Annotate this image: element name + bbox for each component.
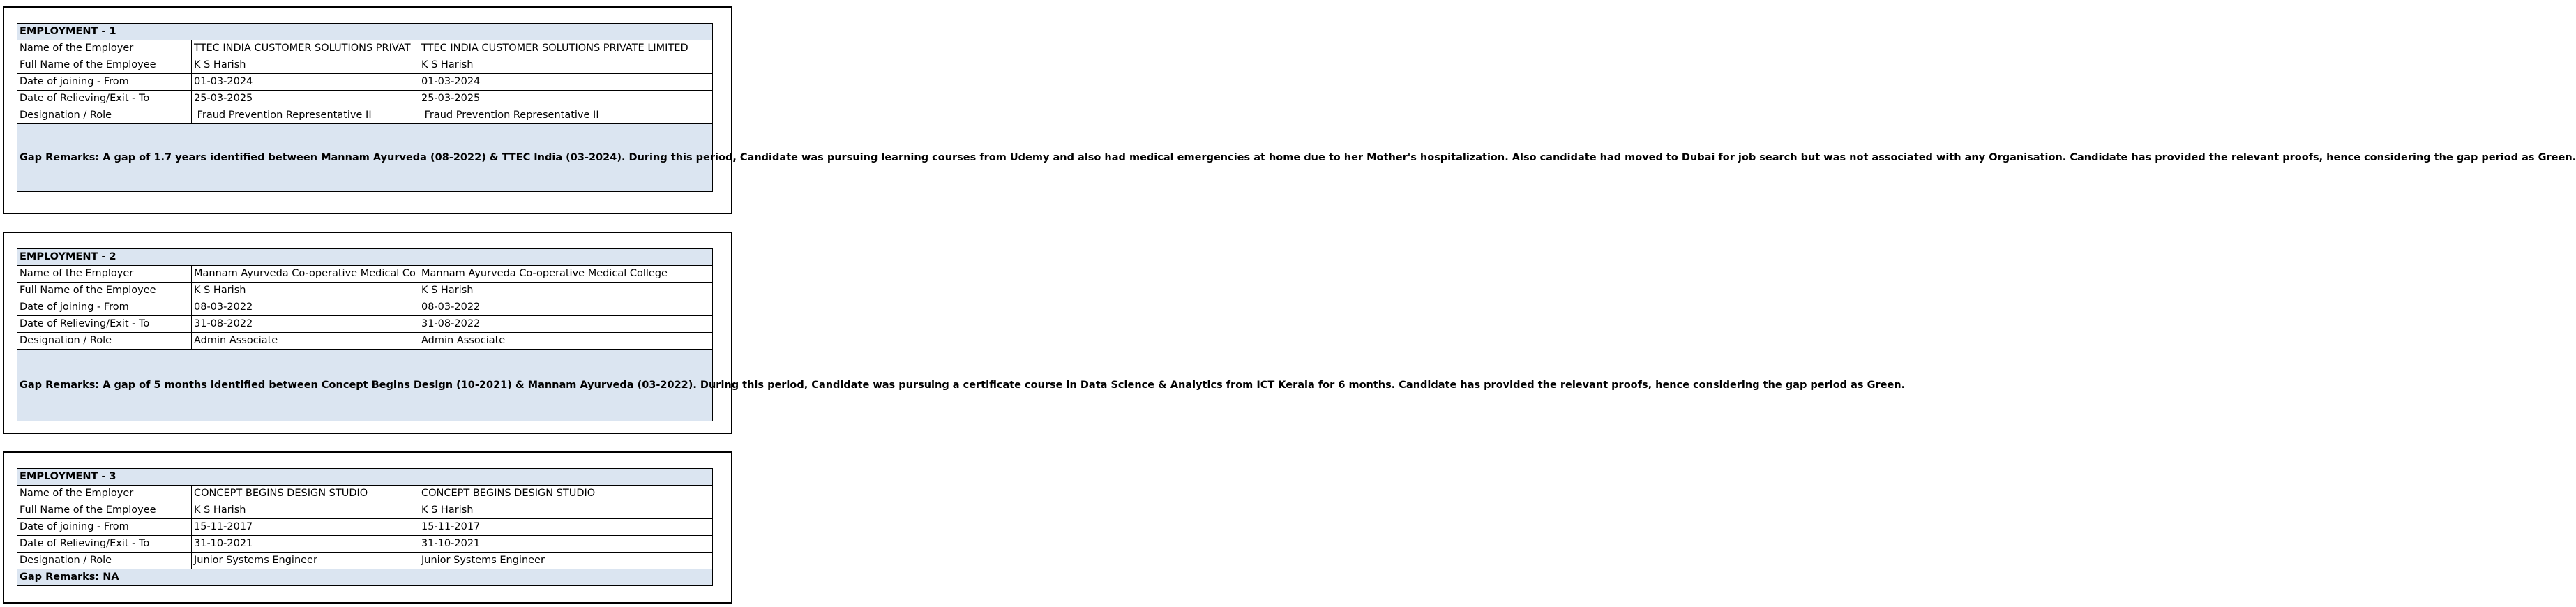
verified-value: 31-08-2022 (419, 316, 713, 333)
verified-value: Mannam Ayurveda Co-operative Medical College (419, 266, 713, 283)
table-row (17, 569, 713, 586)
claimed-value: 01-03-2024 (192, 74, 419, 91)
claimed-value: 25-03-2025 (192, 91, 419, 107)
table-row (17, 299, 713, 316)
row-label: Date of Relieving/Exit - To (17, 316, 192, 333)
table-row (17, 553, 713, 569)
table-row (17, 74, 713, 91)
row-label: Full Name of the Employee (17, 283, 192, 299)
gap-remarks: Gap Remarks: A gap of 1.7 years identified between Mannam Ayurveda (08-2022) & TTEC India (03-2024). During this period, Candidate was pursuing learning courses from Udemy and also had medical emergencies at home due to her Mother's hospitalization. Also candidate had moved to Dubai for job search but was not associated with any Organisation. Candidate has provided the relevant proofs, hence considering the gap period as Green. (17, 124, 713, 192)
row-label: Full Name of the Employee (17, 57, 192, 74)
table-row (17, 486, 713, 502)
table-row (17, 249, 713, 266)
verified-value: 01-03-2024 (419, 74, 713, 91)
employment-1-header: EMPLOYMENT - 1 (17, 24, 713, 40)
gap-remarks: Gap Remarks: A gap of 5 months identified between Concept Begins Design (10-2021) & Mannam Ayurveda (03-2022). During this period, Candidate was pursuing a certificate course in Data Science & Analytics from ICT Kerala for 6 months. Candidate has provided the relevant proofs, hence considering the gap period as Green. (17, 350, 713, 421)
employment-2-table (17, 248, 1906, 421)
table-row (17, 40, 713, 57)
table-row (17, 124, 713, 192)
claimed-value: Mannam Ayurveda Co-operative Medical Co (192, 266, 419, 283)
row-label: Name of the Employer (17, 266, 192, 283)
row-label: Date of joining - From (17, 299, 192, 316)
claimed-value: 15-11-2017 (192, 519, 419, 536)
row-label: Designation / Role (17, 333, 192, 350)
table-row (17, 536, 713, 553)
verified-value: 15-11-2017 (419, 519, 713, 536)
table-row (17, 519, 713, 536)
row-label: Date of joining - From (17, 74, 192, 91)
employment-1-table (17, 23, 2576, 192)
table-row (17, 333, 713, 350)
table-row (17, 283, 713, 299)
verified-value: TTEC INDIA CUSTOMER SOLUTIONS PRIVATE LIMITED (419, 40, 713, 57)
gap-remarks: Gap Remarks: NA (17, 569, 713, 586)
employment-3-header: EMPLOYMENT - 3 (17, 469, 713, 486)
table-row (17, 107, 713, 124)
verified-value: 08-03-2022 (419, 299, 713, 316)
claimed-value: Fraud Prevention Representative II (192, 107, 419, 124)
employment-3-table (17, 468, 713, 586)
row-label: Date of joining - From (17, 519, 192, 536)
verified-value: K S Harish (419, 283, 713, 299)
verified-value: K S Harish (419, 502, 713, 519)
row-label: Designation / Role (17, 107, 192, 124)
table-row (17, 24, 713, 40)
table-row (17, 316, 713, 333)
verified-value: 31-10-2021 (419, 536, 713, 553)
verified-value: Junior Systems Engineer (419, 553, 713, 569)
table-row (17, 57, 713, 74)
claimed-value: CONCEPT BEGINS DESIGN STUDIO (192, 486, 419, 502)
verified-value: Fraud Prevention Representative II (419, 107, 713, 124)
verified-value: Admin Associate (419, 333, 713, 350)
claimed-value: 31-10-2021 (192, 536, 419, 553)
claimed-value: 31-08-2022 (192, 316, 419, 333)
claimed-value: Junior Systems Engineer (192, 553, 419, 569)
table-row (17, 266, 713, 283)
row-label: Date of Relieving/Exit - To (17, 536, 192, 553)
table-row (17, 91, 713, 107)
verified-value: CONCEPT BEGINS DESIGN STUDIO (419, 486, 713, 502)
employment-2-header: EMPLOYMENT - 2 (17, 249, 713, 266)
claimed-value: 08-03-2022 (192, 299, 419, 316)
claimed-value: TTEC INDIA CUSTOMER SOLUTIONS PRIVAT (192, 40, 419, 57)
row-label: Name of the Employer (17, 486, 192, 502)
row-label: Full Name of the Employee (17, 502, 192, 519)
row-label: Date of Relieving/Exit - To (17, 91, 192, 107)
claimed-value: K S Harish (192, 283, 419, 299)
row-label: Name of the Employer (17, 40, 192, 57)
row-label: Designation / Role (17, 553, 192, 569)
table-row (17, 469, 713, 486)
claimed-value: Admin Associate (192, 333, 419, 350)
table-row (17, 350, 713, 421)
table-row (17, 502, 713, 519)
verified-value: K S Harish (419, 57, 713, 74)
claimed-value: K S Harish (192, 502, 419, 519)
verified-value: 25-03-2025 (419, 91, 713, 107)
claimed-value: K S Harish (192, 57, 419, 74)
